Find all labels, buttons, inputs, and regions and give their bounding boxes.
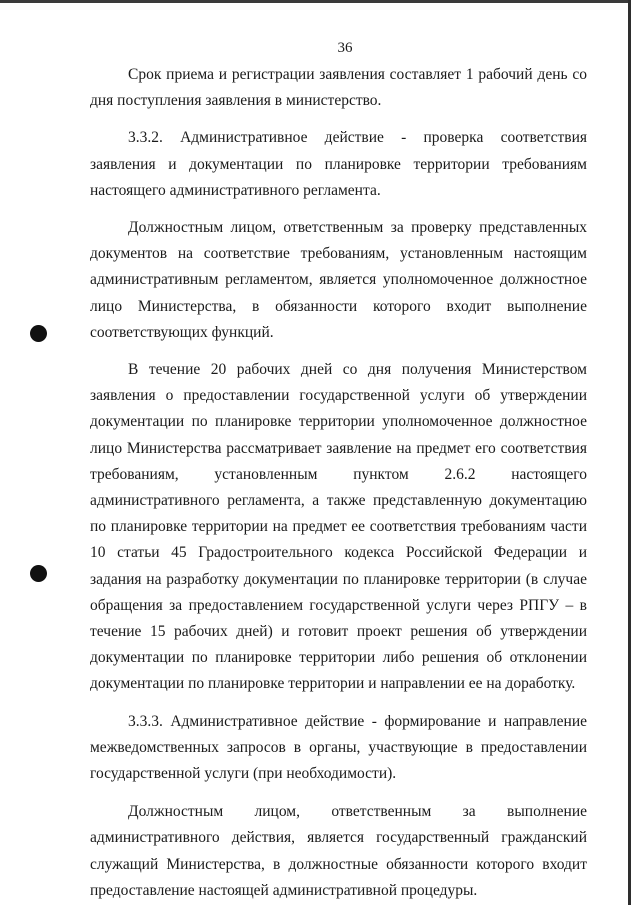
paragraph-1: Срок приема и регистрации заявления составляет 1 рабочий день со дня поступления заявления в министерство. <box>90 66 587 110</box>
paragraph-4: В течение 20 рабочих дней со дня получения Министерством заявления о предоставлении государственной услуги об утверждении документации по планировке территории уполномоченное должностное лицо Министерства рассматривает заявление на предмет его соответствия требованиям, установленным пунктом 2.6.2 настоящего административного регламента, а также представленную документацию по планировке территории на предмет ее соответствия требованиям части 10 статьи 45 Градостроительного кодекса Российской Федерации и задания на разработку документации по планировке территории (в случае обращения за предоставлением государственной услуги через РПГУ – в течение 15 рабочих дней) и готовит проект решения об утверждении документации по планировке территории либо решения об отклонении документации по планировке территории и направлении ее на доработку. <box>90 361 587 693</box>
punch-hole-top <box>30 325 47 342</box>
punch-hole-bottom <box>30 565 47 582</box>
page-number: 36 <box>337 40 353 56</box>
paragraph-2: 3.3.2. Административное действие - проверка соответствия заявления и документации по планировке территории требованиям настоящего административного регламента. <box>90 129 587 199</box>
paragraph-5: 3.3.3. Административное действие - формирование и направление межведомственных запросов в органы, участвующие в предоставлении государственной услуги (при необходимости). <box>90 712 587 783</box>
paragraph-3: Должностным лицом, ответственным за проверку представленных документов на соответствие требованиям, установленным настоящим административным регламентом, является уполномоченное должностное лицо Министерства, в обязанности которого входит выполнение соответствующих функций. <box>90 219 587 341</box>
document-body <box>90 62 587 904</box>
paragraph-6: Должностным лицом, ответственным за выполнение административного действия, является государственный гражданский служащий Министерства, в должностные обязанности которого входит предоставление настоящей административной процедуры. <box>90 803 587 899</box>
scan-edge-top <box>0 0 631 3</box>
